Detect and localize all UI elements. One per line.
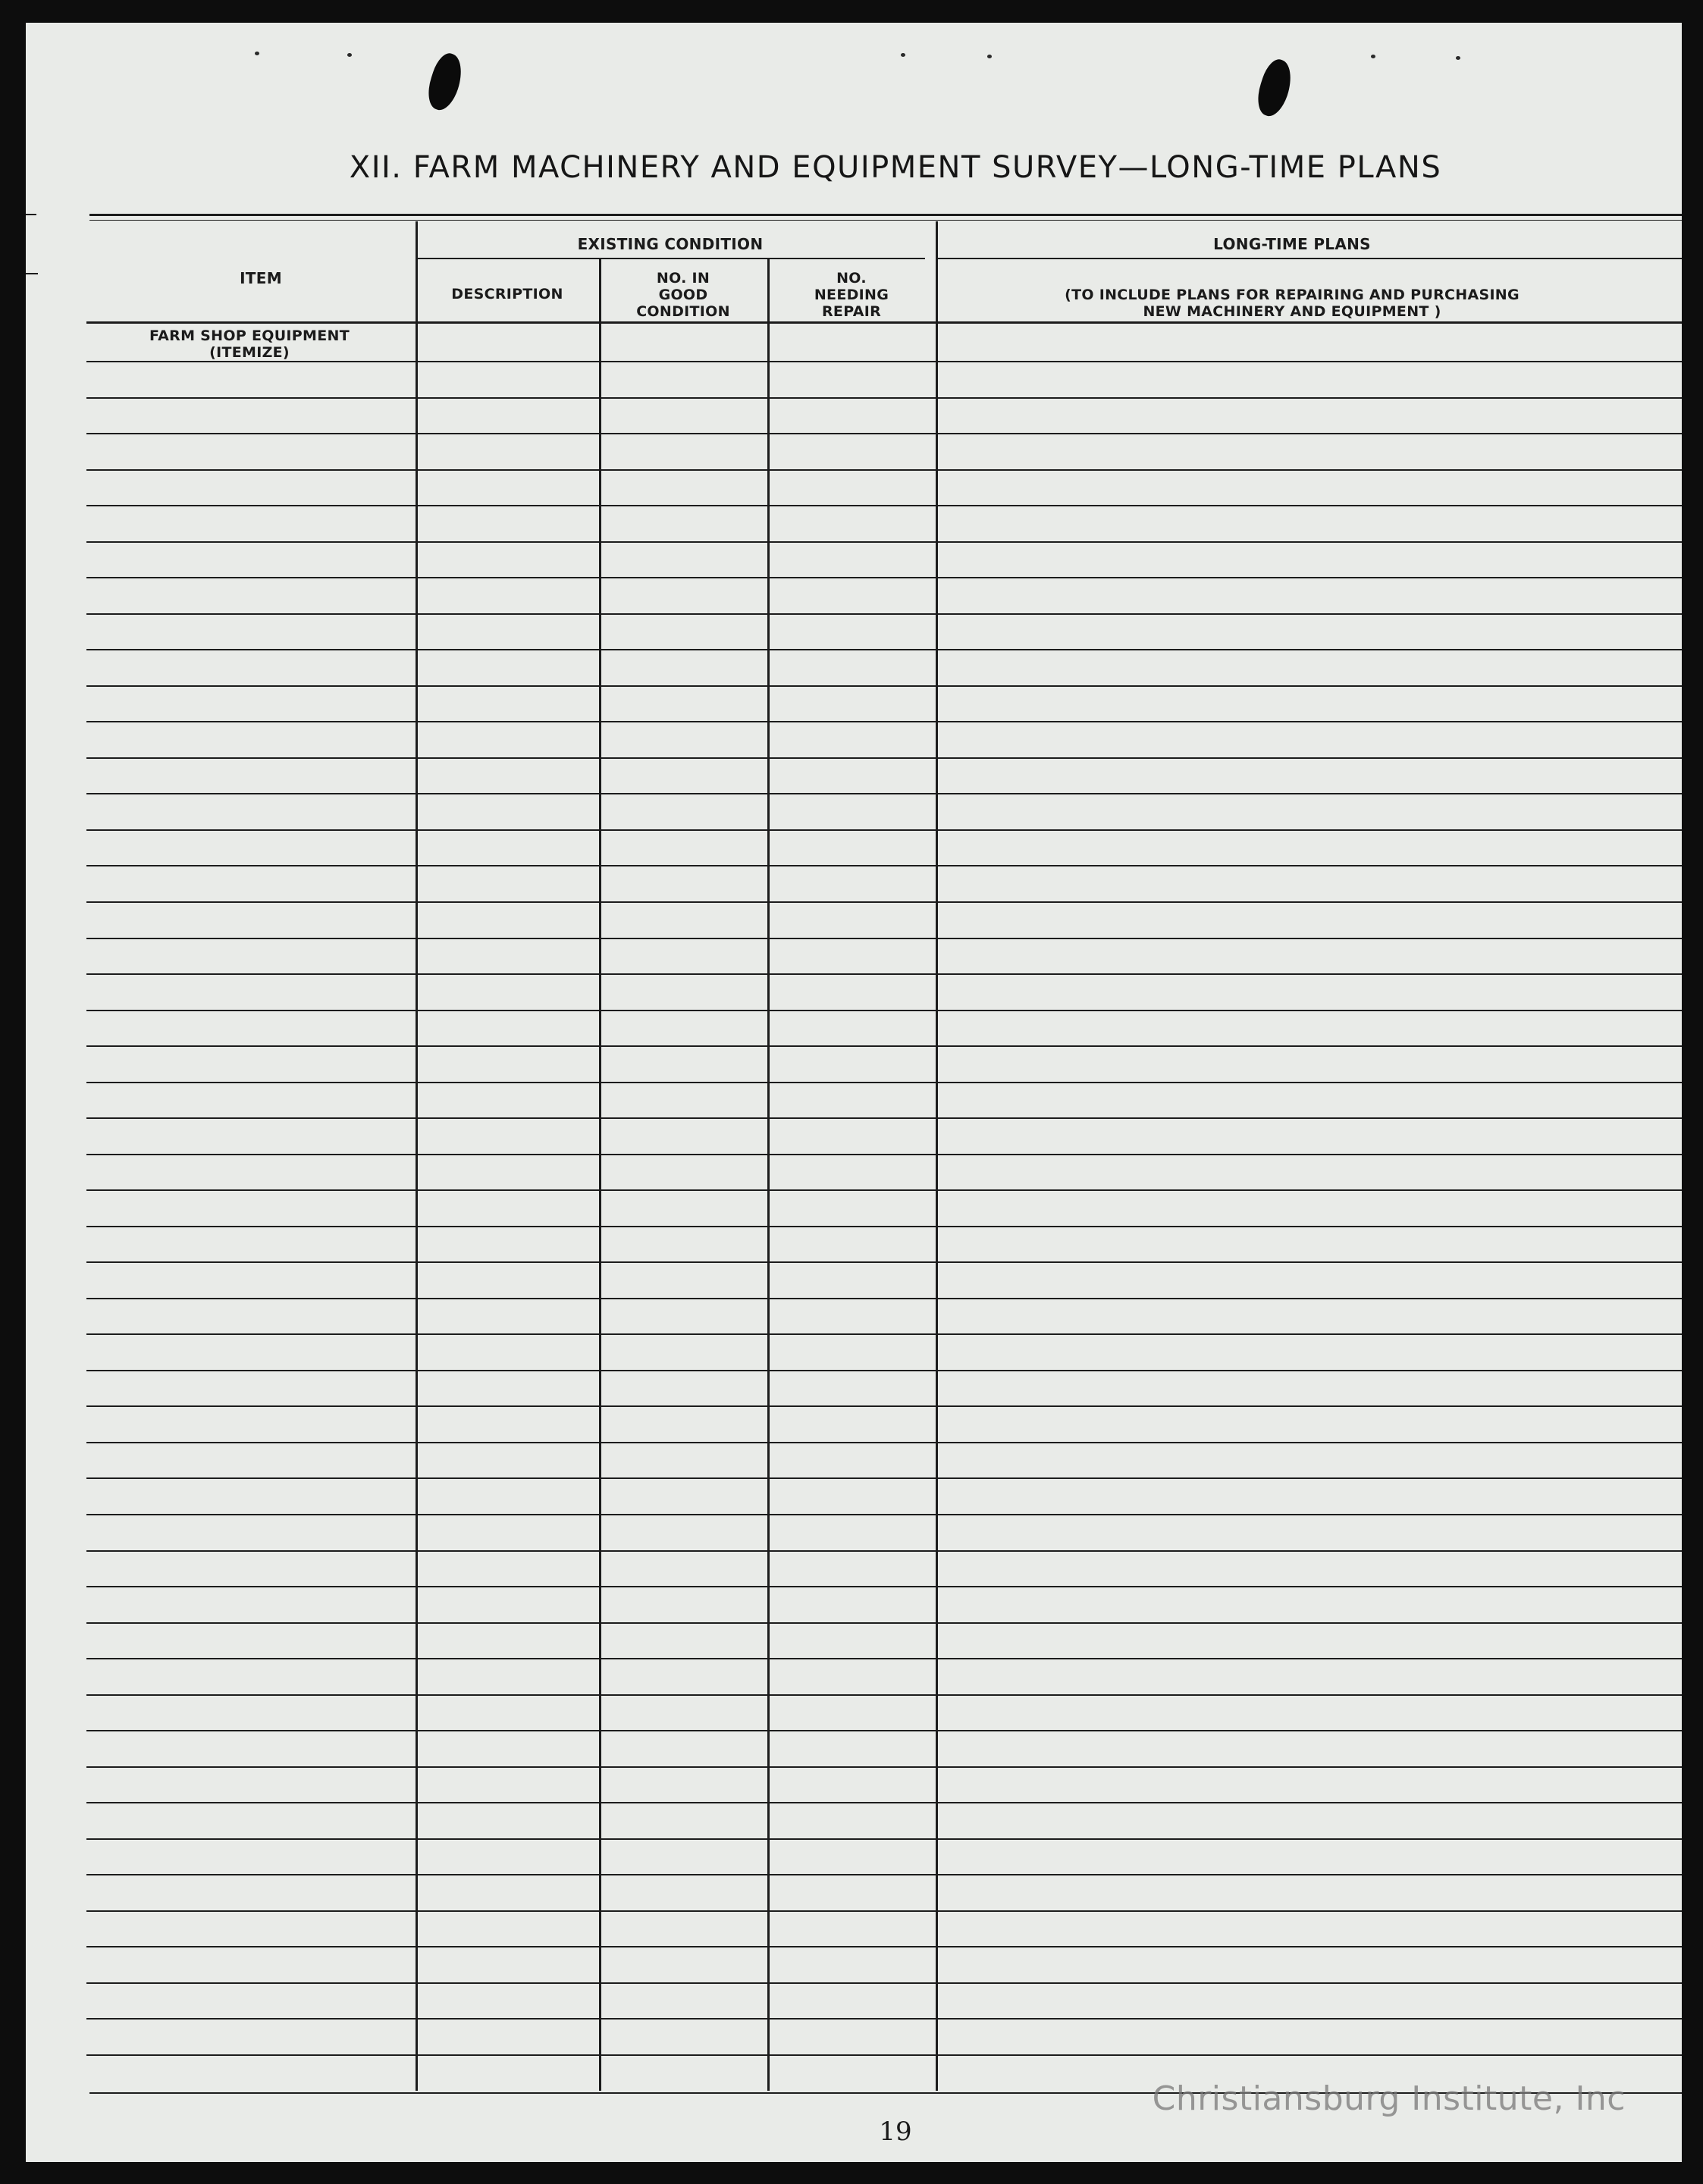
row-rule [86,1370,1682,1371]
row-rule [86,1010,1682,1011]
plans-note-line1: (TO INCLUDE PLANS FOR REPAIRING AND PURCHASING [1065,287,1520,303]
top-rule [89,214,1682,216]
needing-repair-header [767,270,936,320]
row-rule [86,1117,1682,1119]
row-rule [86,433,1682,434]
row-rule [86,613,1682,615]
row-rule [86,865,1682,866]
row-rule [86,685,1682,687]
row-rule [86,505,1682,506]
row-rule [86,1477,1682,1479]
row-rule [86,721,1682,722]
row-rule [86,1766,1682,1768]
row-rule [86,1333,1682,1335]
row-rule [86,1658,1682,1659]
column-divider [599,258,601,2091]
first-row-label-line2: (ITEMIZE) [209,344,290,361]
row-rule [86,829,1682,831]
column-divider [416,221,418,2091]
form-page [26,23,1682,2162]
row-rule [86,1514,1682,1515]
row-rule [86,577,1682,578]
row-rule [86,757,1682,759]
good-header-line2: GOOD [658,287,708,303]
row-rule [86,1045,1682,1047]
watermark: Christiansburg Institute, Inc [1152,2079,1626,2118]
row-rule [86,1442,1682,1443]
long-time-plans-header: LONG-TIME PLANS [1213,235,1371,253]
row-rule [86,1802,1682,1803]
row-rule [86,1694,1682,1696]
form-title: XII. FARM MACHINERY AND EQUIPMENT SURVEY—LONG-TIME PLANS [349,150,1442,185]
row-rule [86,973,1682,975]
row-rule [86,1622,1682,1624]
row-rule [86,1226,1682,1227]
description-header: DESCRIPTION [451,286,563,302]
row-rule [86,1405,1682,1407]
row-rule [86,361,1682,362]
existing-subrule [416,258,925,259]
row-rule [86,1261,1682,1263]
row-rule [86,901,1682,903]
repair-header-line3: REPAIR [822,303,881,320]
row-rule [86,649,1682,650]
row-rule [86,1586,1682,1587]
good-header-line3: CONDITION [636,303,730,320]
good-header-line1: NO. IN [656,270,710,287]
repair-header-line2: NEEDING [814,287,889,303]
row-rule [86,1154,1682,1155]
top-rule-thin [89,220,1682,221]
row-rule [86,1910,1682,1912]
repair-header-line1: NO. [836,270,867,287]
row-rule [86,2018,1682,2019]
good-condition-header [599,270,767,320]
row-rule [86,1730,1682,1731]
row-rule [86,2054,1682,2056]
row-rule [86,1982,1682,1984]
row-rule [86,1874,1682,1875]
page-number: 19 [879,2117,912,2147]
row-rule [86,1946,1682,1947]
row-rule [86,793,1682,794]
row-rule [86,1298,1682,1299]
first-row-label-line1: FARM SHOP EQUIPMENT [149,327,350,344]
column-divider [936,221,938,2091]
row-rule [86,469,1682,471]
row-rule [86,938,1682,939]
plans-subrule [936,258,1682,259]
row-rule [86,1838,1682,1840]
item-header: ITEM [240,269,282,287]
header-bottom-rule [86,321,1682,324]
plans-note-line2: NEW MACHINERY AND EQUIPMENT ) [1143,303,1441,320]
existing-condition-header: EXISTING CONDITION [577,235,764,253]
row-rule [86,541,1682,543]
row-rule [86,1082,1682,1083]
row-rule [86,1550,1682,1552]
row-rule [86,1189,1682,1191]
margin-tick [26,273,38,274]
margin-tick [26,214,36,215]
column-divider [767,258,770,2091]
row-rule [86,397,1682,399]
